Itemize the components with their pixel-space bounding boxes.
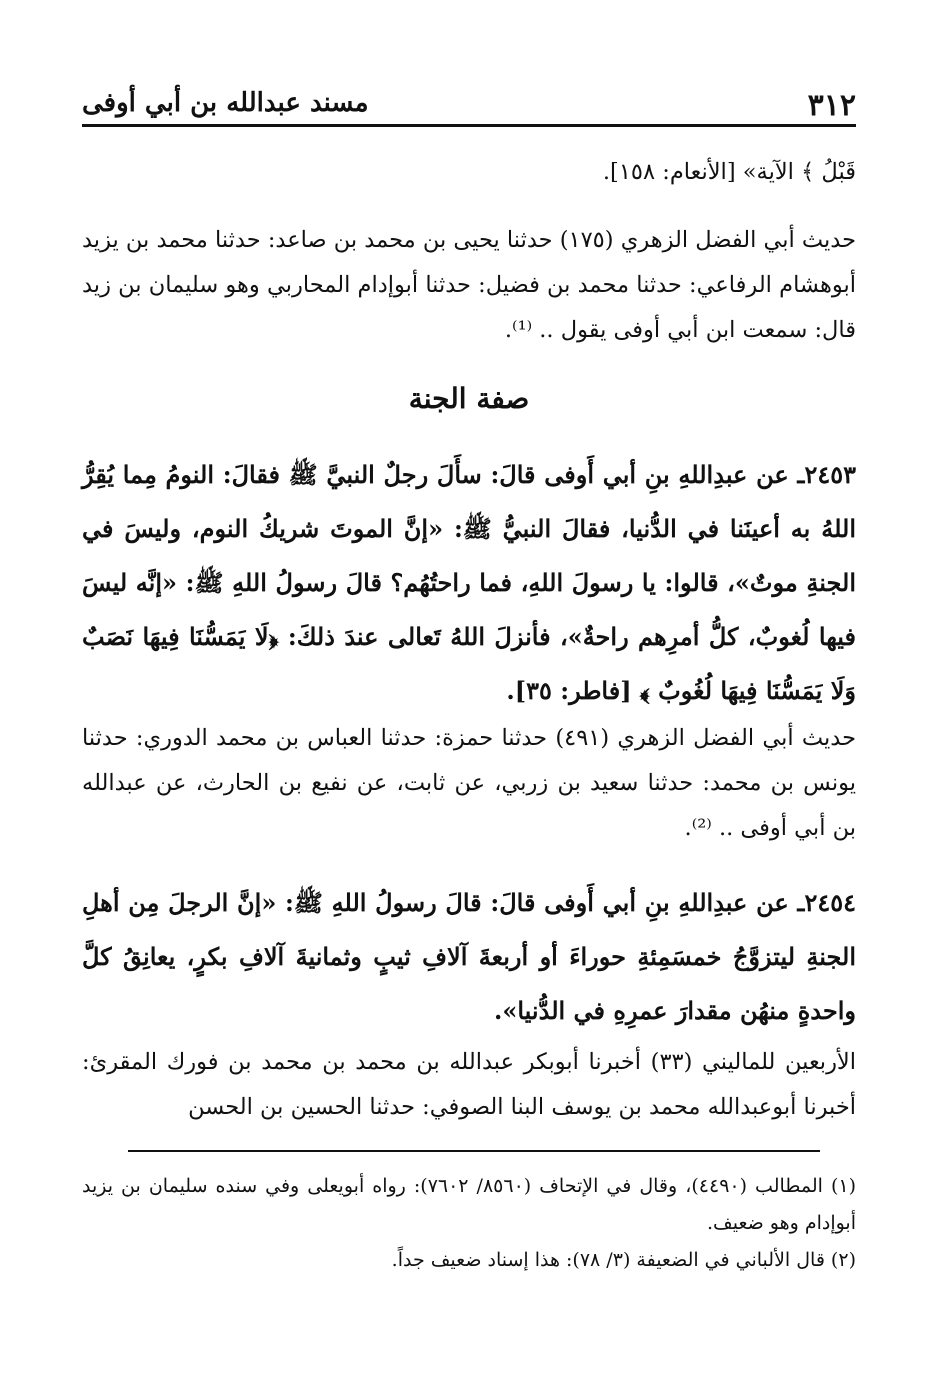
page-number: ٣١٢	[807, 88, 856, 123]
hadith-2453: ٢٤٥٣ـ عن عبدِاللهِ بنِ أبي أَوفى قالَ: سأَلَ رجلٌ النبيَّ ﷺ فقالَ: النومُ مِما يُقِرُّ اللهُ به أعينَنا في الدُّنيا، فقالَ النبيُّ ﷺ: «إنَّ الموتَ شريكُ النوم، وليسَ في الجنةِ موتٌ»، قالوا: يا رسولَ اللهِ، فما راحتُهُم؟ قالَ رسولُ اللهِ ﷺ: «إنَّه ليسَ فيها لُغوبٌ، كلُّ أمرِهم راحةٌ»، فأنزلَ اللهُ تَعالى عندَ ذلكَ: ﴿لَا يَمَسُّنَا فِيهَا نَصَبٌ وَلَا يَمَسُّنَا فِيهَا لُغُوبٌ ﴾ [فاطر: ٣٥].	[82, 460, 856, 705]
footnote-1: (١) المطالب (٤٤٩٠)، وقال في الإتحاف (٨٥٦٠/ ٧٦٠٢): رواه أبويعلى وفي سنده سليمان بن يزيد أبوإدام وهو ضعيف.	[82, 1175, 857, 1234]
page-header	[82, 82, 856, 127]
chain-block-1	[82, 218, 856, 353]
section-heading: صفة الجنة	[408, 382, 530, 415]
chain-block-2	[82, 716, 856, 851]
isnad-paragraph-2: حديث أبي الفضل الزهري (٤٩١) حدثنا حمزة: حدثنا العباس بن محمد الدوري: حدثنا يونس بن محمد: حدثنا سعيد بن زربي، عن ثابت، عن نفيع بن الحارث، عن عبدالله بن أبي أوفى .. ⁽²⁾.	[82, 725, 856, 841]
hadith-2454: ٢٤٥٤ـ عن عبدِاللهِ بنِ أبي أَوفى قالَ: قالَ رسولُ اللهِ ﷺ: «إنَّ الرجلَ مِن أهلِ الجنةِ ليتزوَّجُ خمسَمِئةِ حوراءَ أو أربعةَ آلافِ ثيبٍ وثمانيةَ آلافِ بكرٍ، يعانِقُ كلَّ واحدةٍ منهُن مقدارَ عمرِهِ في الدُّنيا».	[82, 888, 856, 1025]
isnad-paragraph-1: حديث أبي الفضل الزهري (١٧٥) حدثنا يحيى بن محمد بن صاعد: حدثنا محمد بن يزيد أبوهشام الرفاعي: حدثنا محمد بن فضيل: حدثنا أبوإدام المحاربي وهو سليمان بن زيد قال: سمعت ابن أبي أوفى يقول .. ⁽¹⁾.	[82, 227, 856, 343]
footnote-2: (٢) قال الألباني في الضعيفة (٣/ ٧٨): هذا إسناد ضعيف جداً.	[391, 1249, 856, 1271]
footnotes	[82, 1168, 856, 1279]
running-title: مسند عبدالله بن أبي أوفى	[82, 88, 369, 118]
hadith-2453-block	[82, 448, 856, 718]
chain-block-3	[82, 1040, 856, 1130]
top-verse: قَبْلُ ﴾ الآية» [الأنعام: ١٥٨].	[602, 159, 856, 185]
footnote-separator	[128, 1150, 820, 1152]
hadith-2454-block	[82, 876, 856, 1038]
top-verse-block	[82, 150, 856, 195]
isnad-paragraph-3: الأربعين للماليني (٣٣) أخبرنا أبوبكر عبدالله بن محمد بن محمد بن فورك المقرئ: أخبرنا أبوعبدالله محمد بن يوسف البنا الصوفي: حدثنا الحسين بن الحسن	[82, 1049, 857, 1120]
